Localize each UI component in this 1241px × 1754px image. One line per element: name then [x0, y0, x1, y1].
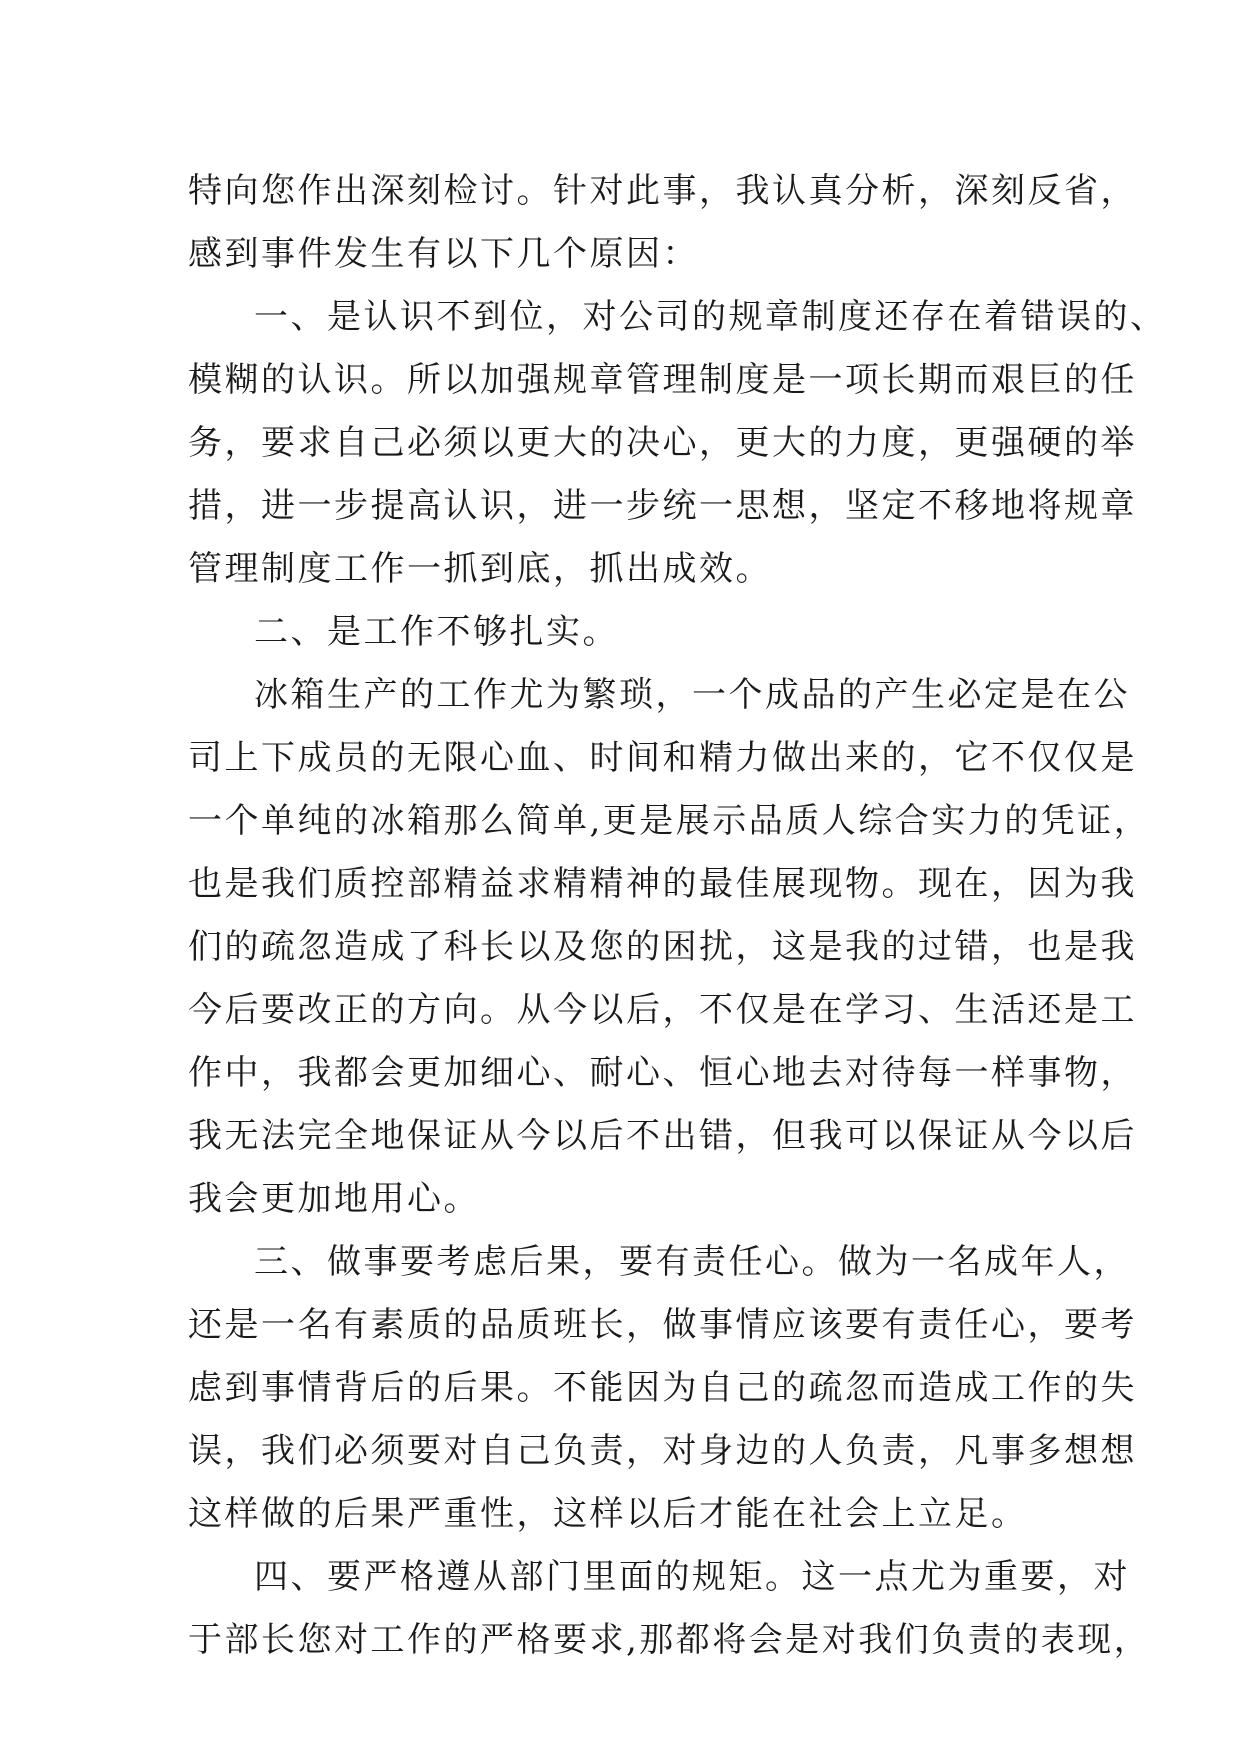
- text-line: 作中，我都会更加细心、耐心、恒心地去对待每一样事物，: [188, 1053, 1137, 1093]
- text-line: 司上下成员的无限心血、时间和精力做出来的，它不仅仅是: [188, 738, 1137, 778]
- text-line: 虑到事情背后的后果。不能因为自己的疏忽而造成工作的失: [188, 1368, 1137, 1408]
- text-line: 我无法完全地保证从今以后不出错，但我可以保证从今以后: [188, 1116, 1137, 1156]
- text-line: 今后要改正的方向。从今以后，不仅是在学习、生活还是工: [188, 990, 1137, 1030]
- text-line: 特向您作出深刻检讨。针对此事，我认真分析，深刻反省，: [188, 171, 1137, 211]
- text-line: 们的疏忽造成了科长以及您的困扰，这是我的过错，也是我: [188, 927, 1137, 967]
- paragraph-heading-3: 三、做事要考虑后果，要有责任心。做为一名成年人，: [254, 1242, 1130, 1282]
- text-line: 务，要求自己必须以更大的决心，更大的力度，更强硬的举: [188, 423, 1137, 463]
- text-line: 管理制度工作一抓到底，抓出成效。: [188, 549, 772, 589]
- text-line: 感到事件发生有以下几个原因：: [188, 234, 699, 274]
- text-line: 还是一名有素质的品质班长，做事情应该要有责任心，要考: [188, 1305, 1137, 1345]
- text-line: 也是我们质控部精益求精精神的最佳展现物。现在，因为我: [188, 864, 1137, 904]
- text-line: 措，进一步提高认识，进一步统一思想，坚定不移地将规章: [188, 486, 1137, 526]
- paragraph-start: 冰箱生产的工作尤为繁琐，一个成品的产生必定是在公: [254, 675, 1130, 715]
- text-line: 一个单纯的冰箱那么简单,更是展示品质人综合实力的凭证，: [188, 801, 1151, 841]
- text-line: 模糊的认识。所以加强规章管理制度是一项长期而艰巨的任: [188, 360, 1137, 400]
- paragraph-heading-4: 四、要严格遵从部门里面的规矩。这一点尤为重要，对: [254, 1557, 1130, 1597]
- document-body: [188, 160, 1167, 1672]
- text-line: 这样做的后果严重性，这样以后才能在社会上立足。: [188, 1494, 1028, 1534]
- text-line: 误，我们必须要对自己负责，对身边的人负责，凡事多想想: [188, 1431, 1137, 1471]
- paragraph-heading-2: 二、是工作不够扎实。: [254, 612, 619, 652]
- text-line: 于部长您对工作的严格要求,那都将会是对我们负责的表现，: [188, 1620, 1151, 1660]
- paragraph-heading-1: 一、是认识不到位，对公司的规章制度还存在着错误的、: [254, 297, 1167, 337]
- text-line: 我会更加地用心。: [188, 1179, 480, 1219]
